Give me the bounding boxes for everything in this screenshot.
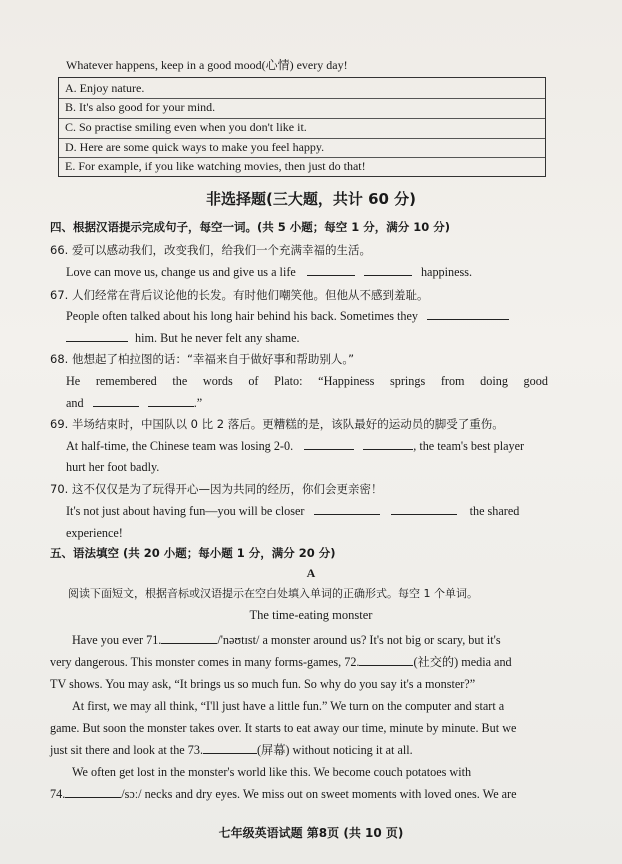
passage-text: (社交的) media and — [413, 655, 512, 669]
word: remembered — [95, 374, 157, 388]
q66-english — [66, 264, 472, 280]
passage-text: /'nəʊtɪst/ a monster around us? It's not big or scary, but it's — [217, 633, 501, 647]
passage-line6 — [50, 742, 413, 758]
q68-end: .” — [193, 396, 203, 410]
passage-line1 — [72, 632, 501, 648]
passage-line4: At first, we may all think, “I'll just have a little fun.” We turn on the computer and start a — [72, 699, 505, 713]
part4-heading: 四、根据汉语提示完成句子，每空一词。(共 5 小题；每空 1 分，满分 10 分) — [50, 220, 451, 234]
word: the — [172, 374, 188, 388]
q69-english-line1 — [66, 438, 524, 454]
q68-and: and — [66, 396, 84, 410]
answer-blank[interactable] — [363, 438, 413, 450]
part5-instruction: 阅读下面短文，根据音标或汉语提示在空白处填入单词的正确形式。每空 1 个单词。 — [68, 587, 478, 600]
q69-english-line2: hurt her foot badly. — [66, 460, 160, 474]
answer-blank[interactable] — [93, 395, 139, 407]
answer-blank[interactable] — [161, 632, 217, 644]
q69-chinese: 69. 半场结束时，中国队以 0 比 2 落后。更糟糕的是，该队最好的运动员的脚受了重伤。 — [50, 417, 504, 431]
word: from — [440, 374, 465, 388]
divider — [59, 157, 545, 158]
word: of — [248, 374, 259, 388]
divider — [59, 118, 545, 119]
option-d: D. Here are some quick ways to make you feel happy. — [65, 140, 325, 154]
intro-sentence: Whatever happens, keep in a good mood(心情) every day! — [66, 58, 348, 72]
q69-text-a: At half-time, the Chinese team was losing 2-0. — [66, 439, 294, 453]
q68-chinese: 68. 他想起了柏拉图的话：“幸福来自于做好事和帮助别人。” — [50, 352, 355, 366]
passage-text: just sit there and look at the 73. — [50, 743, 203, 757]
passage-title: The time-eating monster — [249, 608, 373, 622]
word: Plato: — [274, 374, 303, 388]
passage-text: (屏幕) without noticing it at all. — [257, 743, 413, 757]
q67-english-line2 — [66, 330, 300, 346]
word: springs — [389, 374, 426, 388]
part5-heading: 五、语法填空 (共 20 小题；每小题 1 分，满分 20 分) — [50, 546, 336, 560]
q70-text-b: the shared — [469, 504, 520, 518]
q67-text-b: him. But he never felt any shame. — [135, 331, 300, 345]
answer-blank[interactable] — [66, 330, 128, 342]
q66-chinese: 66. 爱可以感动我们，改变我们，给我们一个充满幸福的生活。 — [50, 243, 371, 257]
passage-text: Have you ever 71. — [72, 633, 162, 647]
q67-english-line1 — [66, 308, 509, 324]
passage-line8 — [50, 786, 517, 802]
answer-blank[interactable] — [364, 264, 412, 276]
word: good — [523, 374, 548, 388]
q68-english-line1 — [66, 373, 548, 389]
answer-blank[interactable] — [203, 742, 257, 754]
q68-english-line2 — [66, 395, 202, 411]
q70-english-line2: experience! — [66, 526, 123, 540]
q66-text-b: happiness. — [420, 265, 473, 279]
divider — [59, 98, 545, 99]
options-box — [58, 77, 546, 177]
q66-text-a: Love can move us, change us and give us a life — [66, 265, 296, 279]
answer-blank[interactable] — [304, 438, 354, 450]
passage-line5: game. But soon the monster takes over. It starts to eat away our time, minute by minute. But we — [50, 721, 517, 735]
option-a: A. Enjoy nature. — [65, 81, 145, 95]
passage-line3: TV shows. You may ask, “It brings us so much fun. So why do you say it's a monster?” — [50, 677, 476, 691]
answer-blank[interactable] — [391, 503, 457, 515]
passage-text: 74. — [50, 787, 66, 801]
option-e: E. For example, if you like watching movies, then just do that! — [65, 159, 366, 173]
word: words — [202, 374, 233, 388]
section-title: 非选择题(三大题，共计 60 分) — [205, 190, 417, 208]
answer-blank[interactable] — [359, 654, 413, 666]
word: He — [66, 374, 81, 388]
q70-text-a: It's not just about having fun—you will be closer — [66, 504, 305, 518]
option-b: B. It's also good for your mind. — [65, 100, 216, 114]
q67-text-a: People often talked about his long hair behind his back. Sometimes they — [66, 309, 419, 323]
q70-english-line1 — [66, 503, 519, 519]
q67-chinese: 67. 人们经常在背后议论他的长发。有时他们嘲笑他。但他从不感到羞耻。 — [50, 288, 429, 302]
word: “Happiness — [318, 374, 375, 388]
option-c: C. So practise smiling even when you don't like it. — [65, 120, 307, 134]
passage-line2 — [50, 654, 512, 670]
answer-blank[interactable] — [427, 308, 509, 320]
part5-sub-label: A — [306, 566, 316, 580]
answer-blank[interactable] — [65, 786, 121, 798]
answer-blank[interactable] — [307, 264, 355, 276]
page-footer: 七年级英语试题 第8页 (共 10 页) — [218, 826, 404, 840]
passage-text: very dangerous. This monster comes in many forms-games, 72. — [50, 655, 360, 669]
passage-text: /sɔː/ necks and dry eyes. We miss out on sweet moments with loved ones. We are — [121, 787, 517, 801]
q69-text-b: , the team's best player — [413, 439, 525, 453]
divider — [59, 138, 545, 139]
answer-blank[interactable] — [148, 395, 194, 407]
passage-line7: We often get lost in the monster's world like this. We become couch potatoes with — [72, 765, 472, 779]
word: doing — [480, 374, 508, 388]
q70-chinese: 70. 这不仅仅是为了玩得开心—因为共同的经历，你们会更亲密！ — [50, 482, 383, 496]
answer-blank[interactable] — [314, 503, 380, 515]
